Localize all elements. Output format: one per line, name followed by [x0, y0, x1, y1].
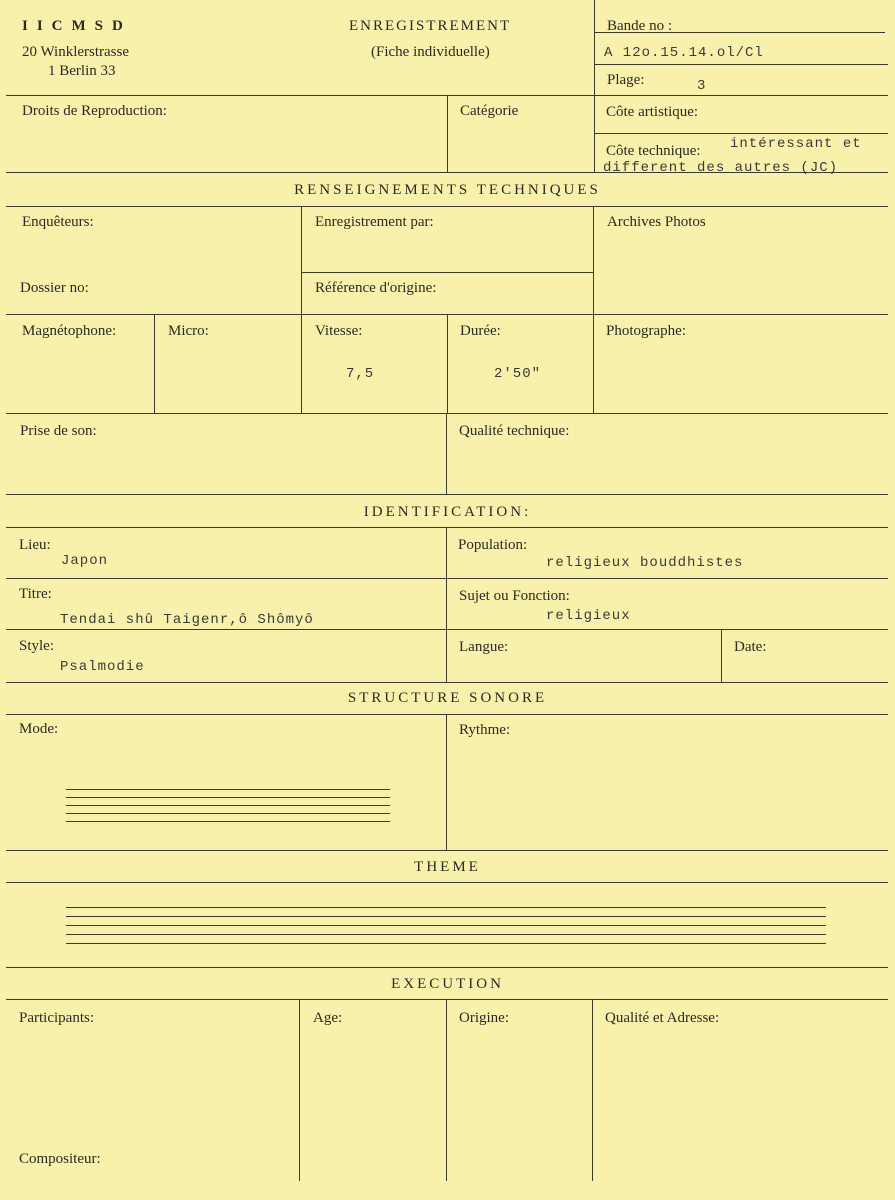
droits-label: Droits de Reproduction: [22, 103, 167, 119]
langue-label: Langue: [459, 639, 509, 655]
section-heading-theme: THEME [414, 859, 481, 875]
sujet-value: religieux [546, 608, 631, 624]
mode-stave-line [66, 789, 390, 790]
section-heading-technique: RENSEIGNEMENTS TECHNIQUES [294, 182, 601, 198]
rule [447, 314, 448, 413]
rule [594, 0, 595, 172]
rule [446, 527, 447, 682]
rule [593, 206, 594, 413]
address-line-1: 20 Winklerstrasse [22, 44, 130, 60]
rule [6, 882, 888, 883]
rule [592, 999, 593, 1181]
rule [721, 629, 722, 682]
mode-stave-line [66, 797, 390, 798]
address-line-2: 1 Berlin 33 [48, 63, 116, 79]
theme-stave-line [66, 934, 826, 935]
theme-stave-line [66, 916, 826, 917]
population-value: religieux bouddhistes [546, 555, 744, 571]
population-label: Population: [458, 537, 528, 553]
enregistrement-par-label: Enregistrement par: [315, 214, 434, 230]
mode-stave-line [66, 805, 390, 806]
lieu-value: Japon [61, 553, 109, 569]
vitesse-value: 7,5 [346, 366, 375, 382]
rule [446, 413, 447, 494]
rule [446, 714, 447, 850]
theme-stave-line [66, 925, 826, 926]
vitesse-label: Vitesse: [315, 323, 363, 339]
age-label: Age: [313, 1010, 343, 1026]
theme-stave-line [66, 943, 826, 944]
rule [447, 95, 448, 172]
titre-label: Titre: [19, 586, 52, 602]
rule [6, 850, 888, 851]
rule [446, 999, 447, 1181]
form-subtitle: (Fiche individuelle) [371, 44, 490, 60]
plage-label: Plage: [607, 72, 645, 88]
form-title: ENREGISTREMENT [349, 18, 512, 34]
micro-label: Micro: [168, 323, 209, 339]
mode-label: Mode: [19, 721, 59, 737]
section-heading-identification: IDENTIFICATION: [363, 504, 532, 520]
prise-de-son-label: Prise de son: [20, 423, 97, 439]
rule [302, 272, 593, 273]
mode-stave-line [66, 813, 390, 814]
compositeur-label: Compositeur: [19, 1151, 101, 1167]
origine-label: Origine: [459, 1010, 509, 1026]
mode-stave-line [66, 821, 390, 822]
participants-label: Participants: [19, 1010, 94, 1026]
magnetophone-label: Magnétophone: [22, 323, 117, 339]
photographe-label: Photographe: [606, 323, 686, 339]
dossier-label: Dossier no: [20, 280, 89, 296]
cote-technique-label: Côte technique: [606, 143, 701, 159]
reference-label: Référence d'origine: [315, 280, 437, 296]
cote-technique-value-2: different des autres (JC) [603, 160, 839, 176]
rule [595, 64, 888, 65]
theme-stave-line [66, 907, 826, 908]
section-heading-structure: STRUCTURE SONORE [347, 690, 548, 706]
enqueteurs-label: Enquêteurs: [22, 214, 94, 230]
duree-label: Durée: [460, 323, 501, 339]
qualite-technique-label: Qualité technique: [459, 423, 570, 439]
duree-value: 2'50" [494, 366, 542, 382]
cote-artistique-label: Côte artistique: [606, 104, 699, 120]
date-label: Date: [734, 639, 767, 655]
rule [301, 206, 302, 413]
rule [6, 967, 888, 968]
style-label: Style: [19, 638, 55, 654]
archives-photos-label: Archives Photos [607, 214, 706, 230]
sujet-label: Sujet ou Fonction: [459, 588, 570, 604]
rule [6, 494, 888, 495]
qualite-adresse-label: Qualité et Adresse: [605, 1010, 720, 1026]
bande-value: A 12o.15.14.ol/Cl [604, 45, 764, 61]
style-value: Psalmodie [60, 659, 145, 675]
rule [595, 133, 888, 134]
categorie-label: Catégorie [460, 103, 519, 119]
rule [299, 999, 300, 1181]
rule [154, 314, 155, 413]
rule [6, 206, 888, 207]
org-logo: IICMSD [22, 18, 132, 34]
lieu-label: Lieu: [19, 537, 51, 553]
bande-label: Bande no : [607, 18, 672, 34]
cote-technique-value-1: intéressant et [730, 136, 862, 152]
plage-value: 3 [697, 78, 707, 94]
rule [6, 682, 888, 683]
rythme-label: Rythme: [459, 722, 511, 738]
titre-value: Tendai shû Taigenr,ô Shômyô [60, 612, 314, 628]
section-heading-execution: EXECUTION [391, 976, 504, 992]
